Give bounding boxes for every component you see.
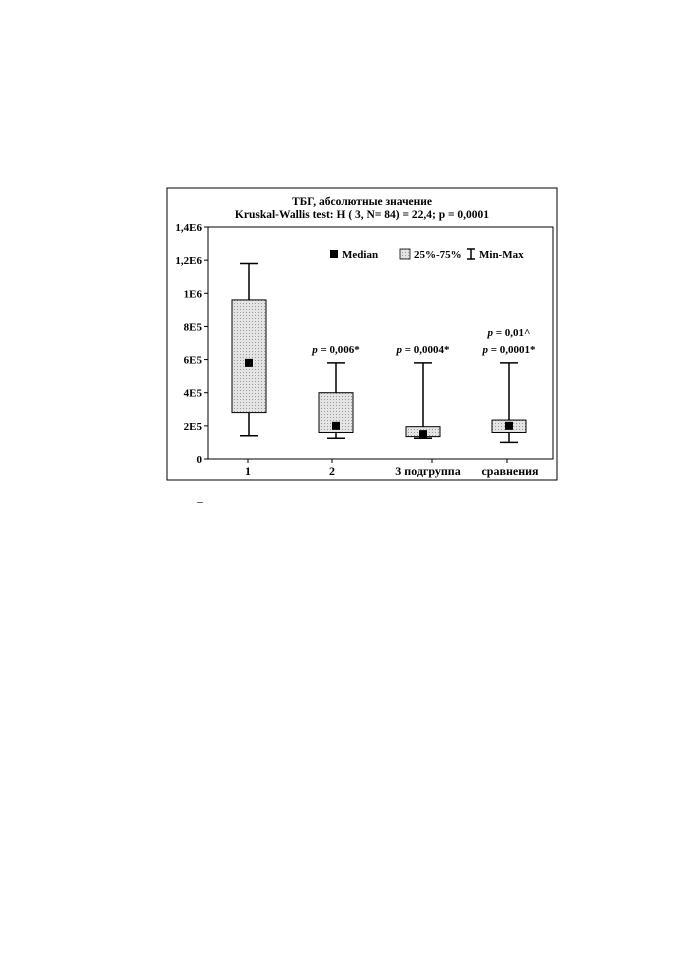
legend xyxy=(330,249,524,261)
median-marker xyxy=(419,430,427,438)
median-marker xyxy=(245,359,253,367)
median-marker xyxy=(332,422,340,430)
y-tick-label: 6E5 xyxy=(183,354,202,367)
y-tick-label: 1,2E6 xyxy=(175,255,202,268)
x-tick-label: 2 xyxy=(329,464,335,478)
p-value-annotation: p = 0,0004* xyxy=(396,343,450,356)
p-value-annotation: p = 0,006* xyxy=(312,343,360,356)
y-tick-label: 1,4E6 xyxy=(175,222,202,234)
p-value-annotation: p = 0,01^ xyxy=(487,326,531,339)
y-tick-label: 4E5 xyxy=(183,387,202,400)
chart-title: ТБГ, абсолютные значение xyxy=(291,196,433,208)
chart-subtitle: Kruskal-Wallis test: H ( 3, N= 84) = 22,4; p = 0,0001 xyxy=(234,209,490,221)
legend-median-label: Median xyxy=(342,249,379,261)
p-value-annotation: p = 0,0001* xyxy=(482,343,536,356)
y-tick-label: 2E5 xyxy=(183,420,202,433)
legend-box-label: 25%-75% xyxy=(414,249,462,261)
legend-whisker-label: Min-Max xyxy=(479,249,524,261)
x-tick-label: сравнения xyxy=(481,464,539,478)
y-tick-label: 0 xyxy=(196,454,202,466)
iqr-box xyxy=(232,300,266,413)
legend-median-marker xyxy=(330,250,338,258)
x-tick-label: 3 подгруппа xyxy=(395,464,461,478)
y-tick-label: 8E5 xyxy=(183,321,202,334)
median-marker xyxy=(505,422,513,430)
x-tick-label: 1 xyxy=(245,464,251,478)
legend-box-swatch xyxy=(400,249,410,259)
footer-mark: – xyxy=(197,494,203,508)
y-tick-label: 1E6 xyxy=(183,288,202,301)
